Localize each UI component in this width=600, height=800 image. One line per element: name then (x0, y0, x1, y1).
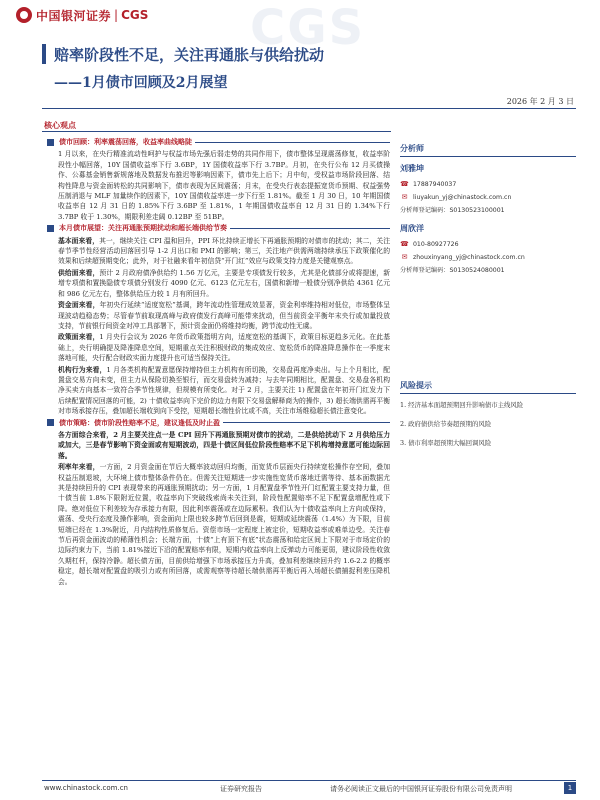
paragraph (58, 462, 390, 587)
email-icon: ✉ (401, 193, 408, 201)
logo-separator: | (114, 8, 119, 22)
paragraph (58, 430, 390, 461)
paragraph (58, 236, 390, 267)
footer-divider (42, 780, 576, 781)
risk-sidebar (400, 374, 576, 449)
risk-item: 3. 债市利率超预期大幅回调风险 (400, 439, 492, 447)
paragraph: 1 月以来，在央行精准流动性呵护与权益市场先强后弱走势的共同作用下，债市整体呈现震荡修复，收益率阶段性小幅回落，10Y 国债收益率下行 3.6BP，1Y 国债收益率下行 3.7BP。月初，在央行公布 12 月买债操作、公募基金销售新规落地及数据发布推迟等影响因素下，债市先上后下；月中旬，受权益市场阶段回落、结构性降息与资金面转松的共同影响下，债市表现为区间震荡；月末，在受央行表态提振宽货币预期、权益强势压制消退与 MLF 加量续作的因素下，10Y 国债收益率进一步下行至 1.81%。截至 1 月 30 日，10 年期国债收益率自 12 月 31 日的 1.85%下行 3.6BP 至 1.81%，1 年期国债收益率自 12 月 31 日的 1.34%下行 3.7BP 收于 1.30%，期限利差走阔 0.12BP 至 51BP。 (58, 150, 390, 221)
analyst-card (400, 223, 576, 277)
section-bullet-icon (47, 225, 54, 232)
page-subtitle: ——1月债市回顾及2月展望 (54, 75, 228, 91)
core-views-label: 核心观点 (44, 120, 76, 130)
analyst-card (400, 163, 576, 217)
paragraph-text: 其一，继续关注 CPI 温和回升，PPI 环比持续正增长下再通胀预期的对债市的扰动；其二，关注春节季节性经营活动回落回引导 1-2 月出口和 PMI 的影响；第三，关注地产供需两端持续承压下政策催化的效果和后续超预期变化；此外，对于社融来看年初信贷“开门红”效应与政策支持力度是关键观察点。 (58, 236, 390, 266)
analyst-cert: 分析师登记编码：S0130524080001 (400, 267, 505, 274)
paragraph-text: 1 月各类机构配置意愿保持增持但主力机构有所切换，交易盘再度净卖出。与上个月相比，配置盘交易方向未变，但主力从保险切换至银行，而交易盘转为减持；与去年同期相比，配置盘、交易盘各机构净买卖方向基本一致符合季节性规律，但规模有所变化。对于 2 月，主要关注 1) 配置盘在年初开门红发力下后续配置情况回落的可能，2) 十债收益率向下完价的边力有限下交易盘解释商为的操作，3) 超长端供需再平衡对市场承接存压，叠加超长端收到向下受控，短期超长端性价比或不高，关注市场维稳超长债注意变化。 (58, 365, 391, 416)
header-divider (42, 108, 576, 109)
analyst-email[interactable]: zhouxinyang_yj@chinastock.com.cn (413, 254, 525, 261)
paragraph-text: 年初央行延续“适度宽松”基调，跨年流动性管理成效显著，资金利率维持相对低位，市场整体呈现波动趋稳态势；尽管春节前取现高峰与政府债发行高峰可能带来扰动，但当前资金平衡年末央行或加量投放支持，节前银行间资金对冲工具部署下，预计资金面仍将维持均衡，跨节流动性无虞。 (58, 301, 390, 330)
paragraph-lead: 供给面来看， (58, 268, 100, 277)
phone-icon: ☎ (400, 180, 409, 188)
section-title: 本月债市展望：关注再通胀预期扰动和超长端供给节奏 (59, 223, 227, 233)
section-outlook (58, 223, 390, 416)
page-number: 1 (564, 782, 576, 794)
analyst-name: 周欣洋 (400, 223, 424, 233)
main-content (58, 137, 390, 588)
email-icon: ✉ (401, 253, 408, 261)
logo-circle-icon (16, 7, 32, 23)
paragraph-lead: 机构行为来看， (58, 365, 107, 374)
watermark: CGS (250, 0, 366, 56)
logo-cgs: CGS (121, 8, 149, 22)
paragraph (58, 365, 390, 417)
paragraph-lead: 资金面来看， (58, 301, 100, 310)
footer-report-type: 证券研究报告 (220, 785, 262, 793)
phone-icon: ☎ (400, 240, 409, 248)
section-strategy (58, 418, 390, 588)
section-title: 债市策略：债市阶段性赔率不足，建议逢低及时止盈 (59, 417, 220, 427)
paragraph (58, 332, 390, 363)
title-accent-bar (42, 44, 46, 64)
analysts-heading: 分析师 (400, 137, 576, 157)
paragraph-text: 1 月央行会议为 2026 年货币政策指明方向，适度宽松的基调下，政策目标更趋多元化。在此基础上，央行明确提及降准降息空间，短期重点关注积极财政的集成效应、宽松货币的降准降息操作在一季度末落地可能，央行配合财政实面力度提升也可适当保持关注。 (58, 333, 391, 363)
footer-website[interactable]: www.chinastock.com.cn (44, 784, 128, 792)
paragraph-lead: 各方面综合来看， (58, 430, 114, 439)
paragraph-lead: 利率年来看， (58, 463, 100, 472)
analyst-sidebar (400, 137, 576, 277)
paragraph-text: 2 月主要关注点一是 CPI 回升下再通胀预期对债市的扰动，二是供给扰动下 2 月供给压力或加大，三是春节影响下资金面或有短期波动，四是十债区间低位阶段性赔率不足下机构增持意愿可能边际回落。 (58, 430, 390, 460)
paragraph-text: 一方面，2 月资金面在节后大概率波动回归均衡，而宽货币层面央行持续宽松操作存空间，叠加权益压制退坡，大环境上债市整体条件仍在。但需关注短期进一步实施性宽货币落地迁需等待、基本面数据尤其是持续回升的 CPI 表现带来的再通胀预期扰动；另一方面，1 月配置盘季节性开门红配置主要支持力量，但十债当前 1.8%下限附近位置，收益率向下突破线索尚未关注到，阶段性配置赔率不足下配置盘增配性或下降。绝对低位下利差较为存承接力有限，因此利率震荡或在边际累积。我们认为十债收益率向上方向或保持，震荡、受央行态度及操作影响，资金面向上限也较多跨节后回到是震，短期或延续震荡（1.4%）为下限，目前短端已经在 1.3%附近，月内结构性质修复后。资偿市场一定程度上被定价，短期收益率或难单边受。关注春节后再资金面波动的稀薄性机会；长端方面，十债“上有顶下有底”状态震荡和给定区间上下限对于市场定价的边际约束力下，当前 1.81%接近下沿的配置赔率有限，短期内收益率向上反弹动力可能更弱，建议阶段性收敛久期杠杆，保持冷静。超长债方面，目前供给增强下市场承接压力升高，叠加利差继续回升约 1.6-2.2 的概率稳定，超长端对配置盘的吸引力或有所回落，或需观察等待超长端供需再平衡后再入场超长债捕捉利差压降机会。 (58, 463, 391, 586)
section-bullet-icon (47, 419, 54, 426)
brand-logo (16, 6, 148, 24)
analyst-phone: 17887940037 (413, 181, 457, 188)
section-review (58, 137, 390, 222)
risk-item: 1. 经济基本面超预期回升影响债市主线风险 (400, 401, 524, 409)
risk-heading: 风险提示 (400, 374, 576, 394)
core-views-divider (42, 131, 391, 132)
paragraph-lead: 政策面来看， (58, 333, 100, 342)
section-title: 债市回顾：利率震荡回落，收益率曲线略陡 (59, 137, 192, 146)
page-title: 赔率阶段性不足，关注再通胀与供给扰动 (54, 46, 325, 64)
section-rule (195, 142, 390, 143)
analyst-email[interactable]: liuyakun_yj@chinastock.com.cn (413, 194, 512, 201)
section-rule (223, 422, 390, 423)
analyst-phone: 010-80927726 (413, 241, 459, 248)
paragraph (58, 268, 390, 299)
section-bullet-icon (47, 139, 54, 146)
paragraph-text: 预计 2 月政府债净供给约 1.56 万亿元，主要是专项债发行较多，尤其是化债部分或将提速，新增专项债和置换隐债专项债分别发行 4090 亿元、6123 亿元左右，国债和新增一般债分别净供给 4361 亿元和 986 亿元左右，整体供给压力较 1 月有所回升。 (58, 268, 390, 298)
section-rule (230, 228, 390, 229)
analyst-name: 刘雅坤 (400, 163, 424, 173)
paragraph (58, 300, 390, 331)
footer-disclaimer: 请务必阅读正文最后的中国银河证券股份有限公司免责声明 (330, 785, 512, 793)
report-date: 2026 年 2 月 3 日 (506, 97, 574, 106)
paragraph-lead: 基本面来看， (58, 236, 100, 245)
logo-text: 中国银河证券 (36, 8, 112, 23)
analyst-cert: 分析师登记编码：S0130523100001 (400, 207, 505, 214)
risk-item: 2. 政府债供给节奏超预期的风险 (400, 420, 492, 428)
